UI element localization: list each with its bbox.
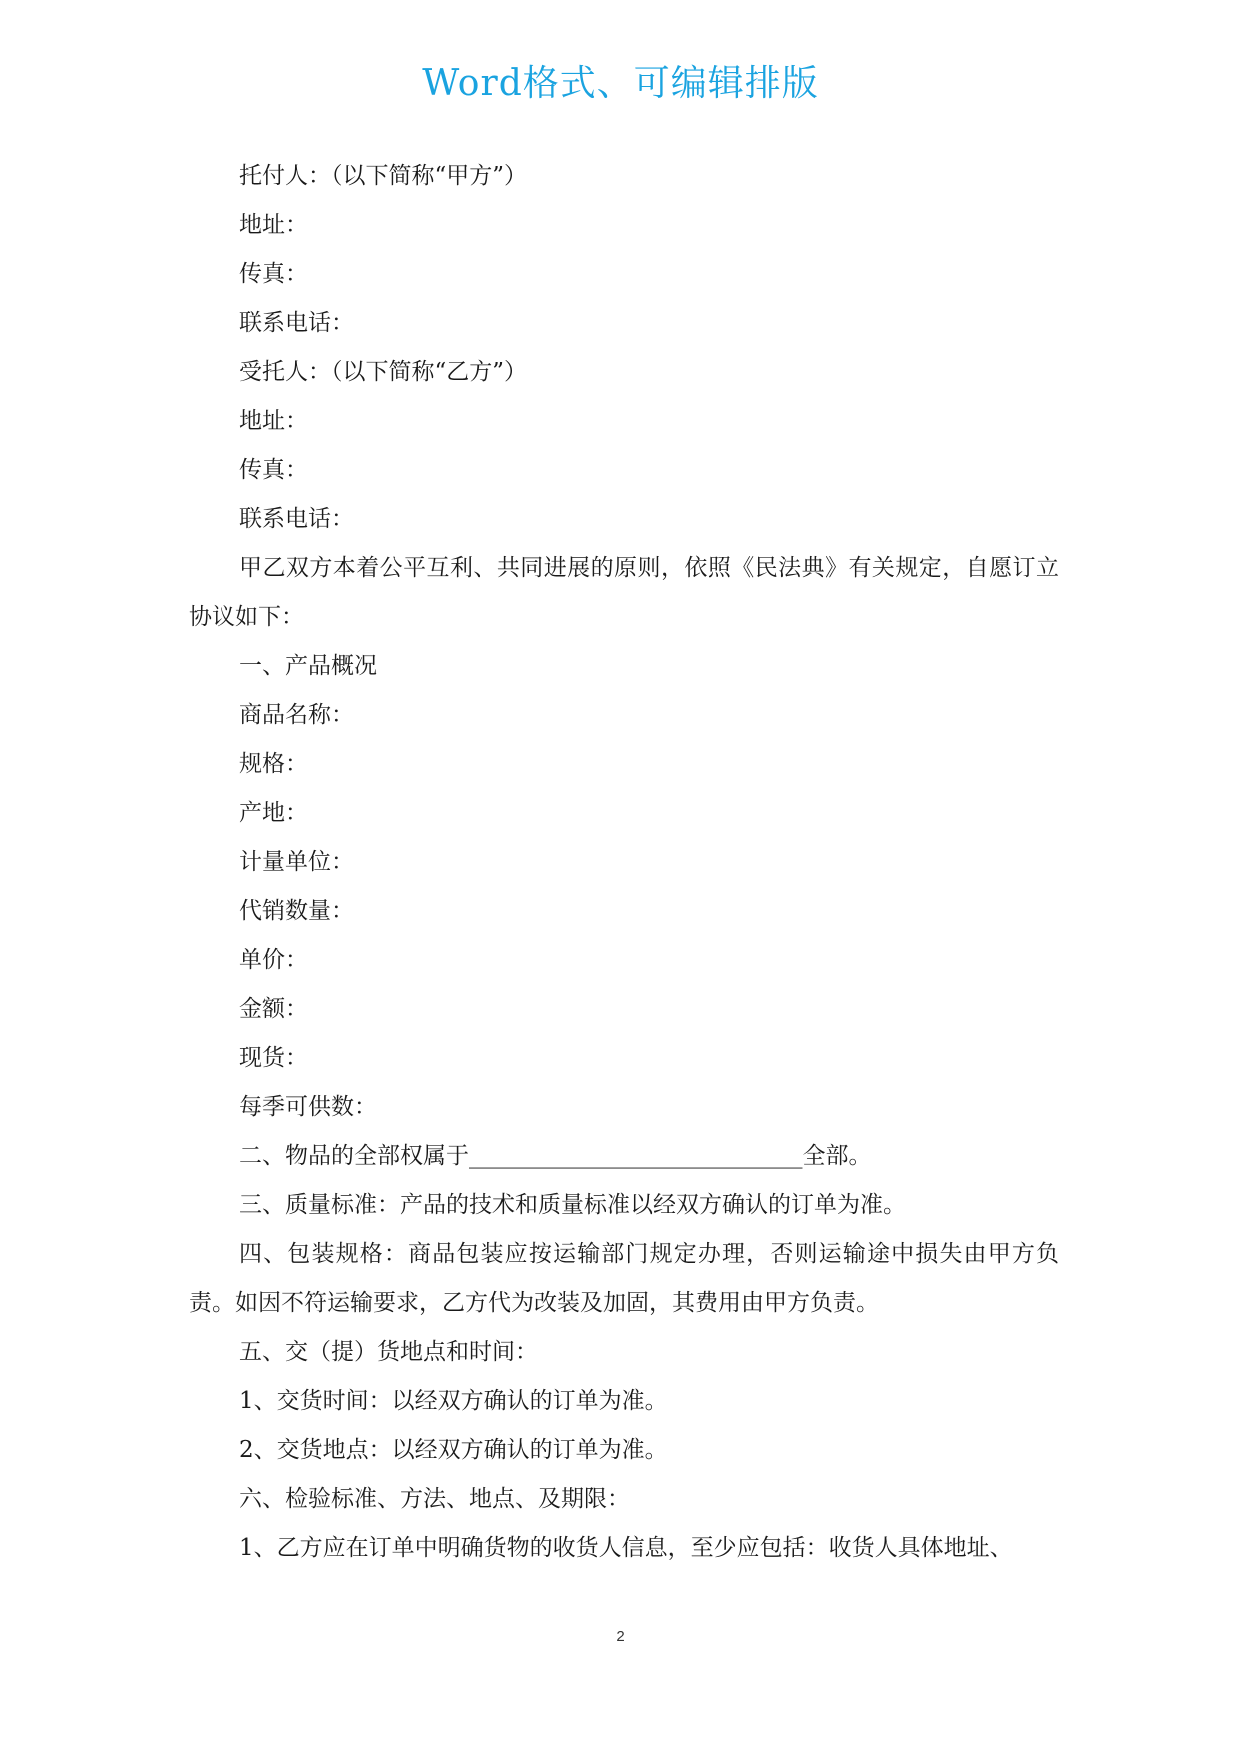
paragraph-product-name: 商品名称： bbox=[239, 702, 354, 728]
paragraph-section-5: 五、交（提）货地点和时间： bbox=[239, 1339, 538, 1365]
paragraph-agent-phone: 联系电话： bbox=[239, 506, 354, 532]
paragraph-agent-fax: 传真： bbox=[239, 457, 308, 483]
paragraph-principal: 托付人：（以下简称“甲方”） bbox=[239, 163, 528, 189]
paragraph-section-2: 二、物品的全部权属于_____________________________全部。 bbox=[239, 1143, 872, 1169]
paragraph-delivery-place: 2、交货地点：以经双方确认的订单为准。 bbox=[239, 1437, 668, 1463]
paragraph-agent-address: 地址： bbox=[239, 408, 308, 434]
paragraph-amount: 金额： bbox=[239, 996, 308, 1022]
paragraph-quarterly-supply: 每季可供数： bbox=[239, 1094, 377, 1120]
paragraph-unit: 计量单位： bbox=[239, 849, 354, 875]
paragraph-quantity: 代销数量： bbox=[239, 898, 354, 924]
paragraph-inspection-1: 1、乙方应在订单中明确货物的收货人信息，至少应包括：收货人具体地址、 bbox=[239, 1535, 1013, 1561]
paragraph-stock: 现货： bbox=[239, 1045, 308, 1071]
paragraph-delivery-time: 1、交货时间：以经双方确认的订单为准。 bbox=[239, 1388, 668, 1414]
paragraph-preamble: 甲乙双方本着公平互利、共同进展的原则，依照《民法典》有关规定，自愿订立协议如下： bbox=[189, 555, 1059, 630]
paragraph-section-1: 一、产品概况 bbox=[239, 653, 377, 679]
paragraph-section-4: 四、包装规格：商品包装应按运输部门规定办理，否则运输途中损失由甲方负责。如因不符运输要求，乙方代为改装及加固，其费用由甲方负责。 bbox=[189, 1241, 1059, 1316]
paragraph-principal-phone: 联系电话： bbox=[239, 310, 354, 336]
document-body bbox=[189, 152, 1059, 1573]
page-number: 2 bbox=[616, 1628, 625, 1645]
paragraph-agent: 受托人：（以下简称“乙方”） bbox=[239, 359, 528, 385]
paragraph-origin: 产地： bbox=[239, 800, 308, 826]
paragraph-unit-price: 单价： bbox=[239, 947, 308, 973]
paragraph-principal-fax: 传真： bbox=[239, 261, 308, 287]
paragraph-section-3: 三、质量标准：产品的技术和质量标准以经双方确认的订单为准。 bbox=[239, 1192, 906, 1218]
paragraph-section-6: 六、检验标准、方法、地点、及期限： bbox=[239, 1486, 630, 1512]
paragraph-principal-address: 地址： bbox=[239, 212, 308, 238]
paragraph-spec: 规格： bbox=[239, 751, 308, 777]
page-header-title: Word格式、可编辑排版 bbox=[422, 63, 819, 104]
